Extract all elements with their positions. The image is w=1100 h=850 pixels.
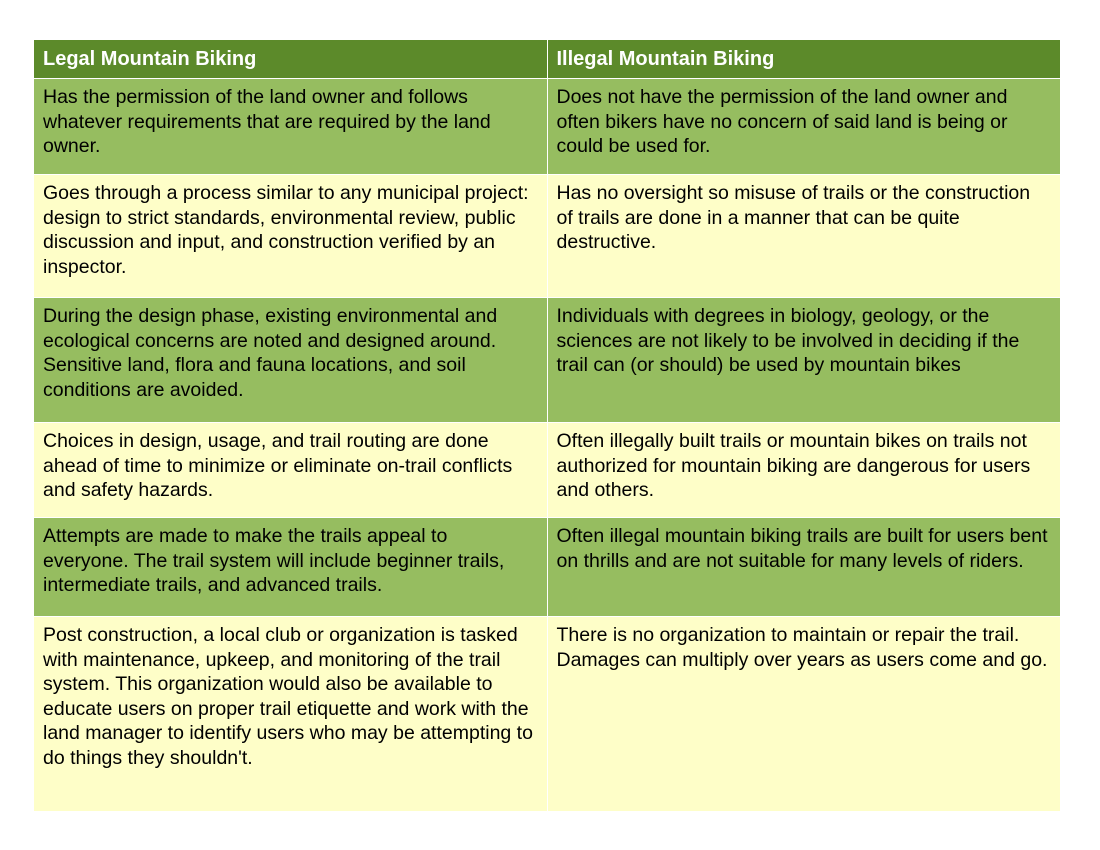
table-row — [34, 175, 1060, 298]
comparison-table — [34, 40, 1060, 811]
illegal-cell: Does not have the permission of the land owner and often bikers have no concern of said land is being or could be used for. — [547, 79, 1060, 175]
legal-cell: Choices in design, usage, and trail routing are done ahead of time to minimize or eliminate on-trail conflicts and safety hazards. — [34, 423, 547, 518]
table-row — [34, 79, 1060, 175]
table-row — [34, 518, 1060, 617]
legal-cell: Goes through a process similar to any municipal project: design to strict standards, environmental review, public discussion and input, and construction verified by an inspector. — [34, 175, 547, 298]
table-row — [34, 423, 1060, 518]
header-illegal: Illegal Mountain Biking — [547, 40, 1060, 79]
table-row — [34, 298, 1060, 423]
legal-cell: During the design phase, existing environmental and ecological concerns are noted and designed around. Sensitive land, flora and fauna locations, and soil conditions are avoided. — [34, 298, 547, 423]
illegal-cell: Often illegally built trails or mountain bikes on trails not authorized for mountain biking are dangerous for users and others. — [547, 423, 1060, 518]
legal-cell: Has the permission of the land owner and follows whatever requirements that are required by the land owner. — [34, 79, 547, 175]
table-row — [34, 617, 1060, 812]
illegal-cell: Often illegal mountain biking trails are built for users bent on thrills and are not suitable for many levels of riders. — [547, 518, 1060, 617]
header-legal: Legal Mountain Biking — [34, 40, 547, 79]
legal-cell: Post construction, a local club or organization is tasked with maintenance, upkeep, and monitoring of the trail system. This organization would also be available to educate users on proper trail etiquette and work with the land manager to identify users who may be attempting to do things they shouldn't. — [34, 617, 547, 812]
legal-cell: Attempts are made to make the trails appeal to everyone. The trail system will include beginner trails, intermediate trails, and advanced trails. — [34, 518, 547, 617]
illegal-cell: Has no oversight so misuse of trails or the construction of trails are done in a manner that can be quite destructive. — [547, 175, 1060, 298]
table-header-row — [34, 40, 1060, 79]
illegal-cell: Individuals with degrees in biology, geology, or the sciences are not likely to be involved in deciding if the trail can (or should) be used by mountain bikes — [547, 298, 1060, 423]
illegal-cell: There is no organization to maintain or repair the trail. Damages can multiply over years as users come and go. — [547, 617, 1060, 812]
